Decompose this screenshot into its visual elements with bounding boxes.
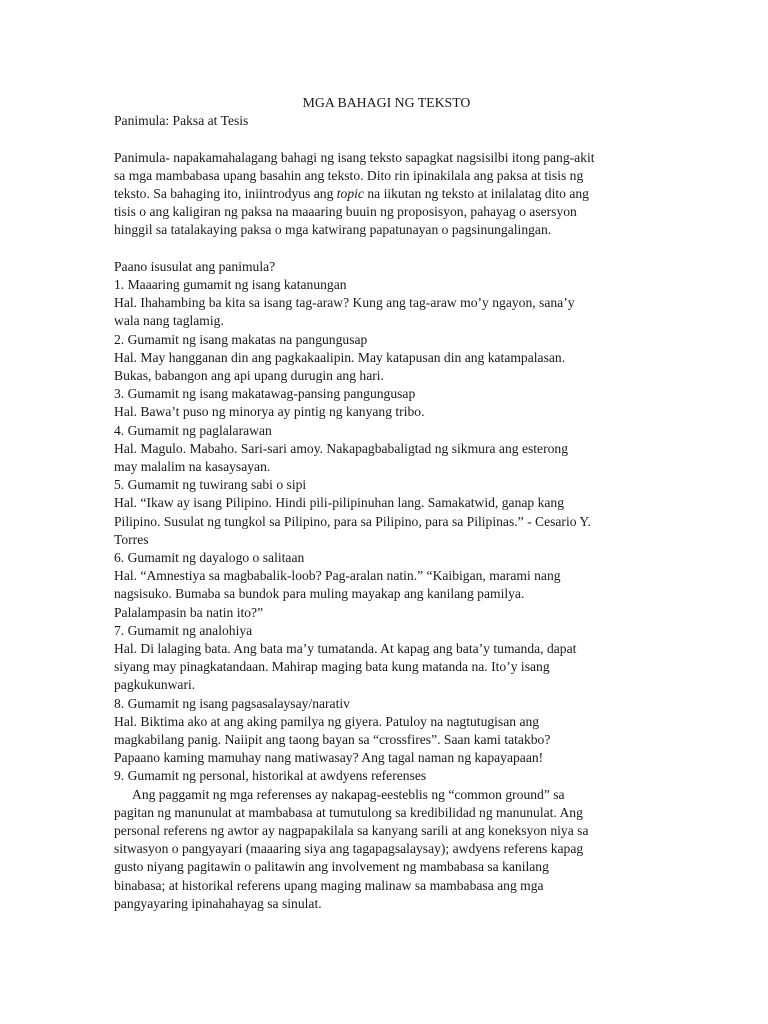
list-item-heading: 9. Gumamit ng personal, historikal at awdyens referenses <box>114 768 427 784</box>
text-line: personal referens ng awtor ay nagpapakilala sa kanyang sarili at ang koneksyon niya sa <box>114 823 589 839</box>
text-line: wala nang taglamig. <box>114 313 224 329</box>
text-line <box>114 185 659 203</box>
text-line: hinggil sa tatalakaying paksa o mga katwirang papatunayan o pagsinungalingan. <box>114 222 552 238</box>
text-line: Hal. Biktima ako at ang aking pamilya ng giyera. Patuloy na nagtutugisan ang <box>114 713 540 729</box>
text-line: Ang paggamit ng mga referenses ay nakapag-eesteblis ng “common ground” sa <box>132 786 565 802</box>
document-page <box>114 94 659 913</box>
list-item-heading: 2. Gumamit ng isang makatas na pangungusap <box>114 331 368 347</box>
text-line: pagitan ng manunulat at mambabasa at tumutulong sa kredibilidad ng manunulat. Ang <box>114 804 583 820</box>
text-span: teksto. Sa bahaging ito, iniintrodyus ang <box>114 185 337 201</box>
text-line: Pilipino. Susulat ng tungkol sa Pilipino, para sa Pilipino, para sa Pilipinas.” - Cesario Y. <box>114 513 591 529</box>
text-line: Hal. “Amnestiya sa magbabalik-loob? Pag-aralan natin.” “Kaibigan, marami nang <box>114 568 561 584</box>
closing-paragraph <box>114 786 659 913</box>
text-line: tisis o ang kaligiran ng paksa na maaaring buuin ng proposisyon, pahayag o asersyon <box>114 204 577 220</box>
text-line: nagsisuko. Bumaba sa bundok para muling mayakap ang kanilang pamilya. <box>114 586 525 602</box>
text-line: may malalim na kasaysayan. <box>114 459 271 475</box>
list-item-heading: 1. Maaaring gumamit ng isang katanungan <box>114 276 347 292</box>
text-line: Hal. Ihahambing ba kita sa isang tag-araw? Kung ang tag-araw mo’y ngayon, sana’y <box>114 295 575 311</box>
text-line: Hal. May hangganan din ang pagkakaalipin. May katapusan din ang katampalasan. <box>114 349 566 365</box>
document-subtitle: Panimula: Paksa at Tesis <box>114 113 249 129</box>
spacer <box>114 130 659 148</box>
list-item-heading: 4. Gumamit ng paglalarawan <box>114 422 272 438</box>
text-line: Hal. Di lalaging bata. Ang bata ma’y tumatanda. At kapag ang bata’y tumanda, dapat <box>114 641 577 657</box>
text-line: Papaano kaming mamuhay nang matiwasay? Ang tagal naman ng kapayapaan! <box>114 750 544 766</box>
text-line: sitwasyon o pangyayari (maaaring siya ang tagapagsalaysay); awdyens referens kapag <box>114 841 584 857</box>
text-line: sa mga mambabasa upang basahin ang teksto. Dito rin ipinakilala ang paksa at tisis ng <box>114 167 584 183</box>
list-item-heading: 3. Gumamit ng isang makatawag-pansing pangungusap <box>114 386 416 402</box>
text-line: siyang may pinagkatandaan. Mahirap maging bata kung matanda na. Ito’y isang <box>114 659 550 675</box>
text-span: na iikutan ng teksto at inilalatag dito ang <box>363 185 589 201</box>
text-line: binabasa; at historikal referens upang maging malinaw sa mambabasa ang mga <box>114 877 544 893</box>
text-line: pangyayaring ipinahahayag sa sinulat. <box>114 895 322 911</box>
text-line: Hal. Bawa’t puso ng minorya ay pintig ng kanyang tribo. <box>114 404 425 420</box>
list-item-heading: 8. Gumamit ng isang pagsasalaysay/narativ <box>114 695 350 711</box>
emphasis-topic: topic <box>336 185 364 201</box>
spacer <box>114 240 659 258</box>
list-item-heading: 6. Gumamit ng dayalogo o salitaan <box>114 550 305 566</box>
text-line: Palalampasin ba natin ito?” <box>114 604 264 620</box>
text-line: Panimula- napakamahalagang bahagi ng isang teksto sapagkat nagsisilbi itong pang-akit <box>114 149 595 165</box>
text-line: Torres <box>114 531 149 547</box>
document-title: MGA BAHAGI NG TEKSTO <box>302 95 471 110</box>
text-line: gusto niyang pagitawin o palitawin ang involvement ng mambabasa sa kanilang <box>114 859 549 875</box>
text-line: Hal. “Ikaw ay isang Pilipino. Hindi pili-pilipinuhan lang. Samakatwid, ganap kang <box>114 495 565 511</box>
text-line: magkabilang panig. Naiipit ang taong bayan sa “crossfires”. Saan kami tatakbo? <box>114 732 551 748</box>
list-item-heading: 5. Gumamit ng tuwirang sabi o sipi <box>114 477 307 493</box>
text-line: pagkukunwari. <box>114 677 196 693</box>
text-line: Hal. Magulo. Mabaho. Sari-sari amoy. Nakapagbabaligtad ng sikmura ang esterong <box>114 440 569 456</box>
intro-paragraph <box>114 149 659 240</box>
section-heading: Paano isusulat ang panimula? <box>114 258 276 274</box>
list-item-heading: 7. Gumamit ng analohiya <box>114 622 253 638</box>
body-section <box>114 258 659 786</box>
text-line: Bukas, babangon ang api upang durugin ang hari. <box>114 368 384 383</box>
